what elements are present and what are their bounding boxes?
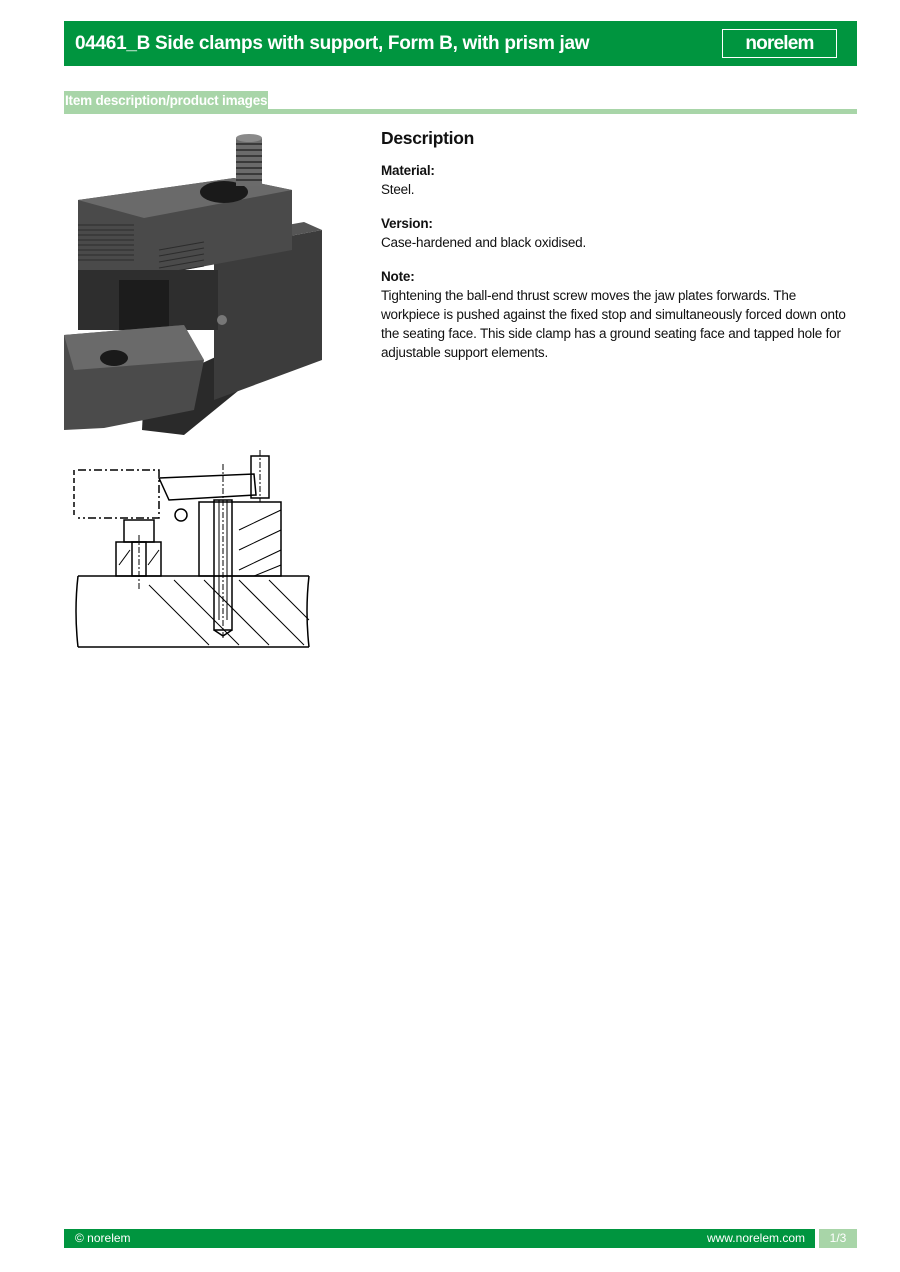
page-footer: [64, 1229, 857, 1248]
page-header: [64, 21, 857, 66]
description-title: Description: [381, 128, 474, 148]
note-block: [381, 267, 851, 362]
website-link[interactable]: www.norelem.com: [706, 1231, 805, 1245]
page-number: 1/3: [819, 1229, 857, 1248]
technical-drawing: [64, 450, 314, 650]
material-block: [381, 161, 851, 199]
note-label: Note:: [381, 269, 415, 284]
page-title: 04461_B Side clamps with support, Form B, with prism jaw: [75, 32, 590, 54]
logo-text: norelem: [745, 32, 814, 54]
section-heading: Item description/product images: [64, 91, 268, 111]
description-panel: [381, 129, 851, 377]
copyright-text: © norelem: [75, 1231, 131, 1245]
norelem-logo: [722, 29, 837, 58]
product-photo: [64, 130, 324, 440]
version-label: Version:: [381, 216, 433, 231]
version-value: Case-hardened and black oxidised.: [381, 235, 587, 250]
material-label: Material:: [381, 163, 435, 178]
material-value: Steel.: [381, 182, 415, 197]
version-block: [381, 214, 851, 252]
note-value: Tightening the ball-end thrust screw moves the jaw plates forwards. The workpiece is pushed against the fixed stop and simultaneously forced down onto the seating face. This side clamp has a ground seating face and tapped hole for adjustable support elements.: [381, 288, 846, 360]
